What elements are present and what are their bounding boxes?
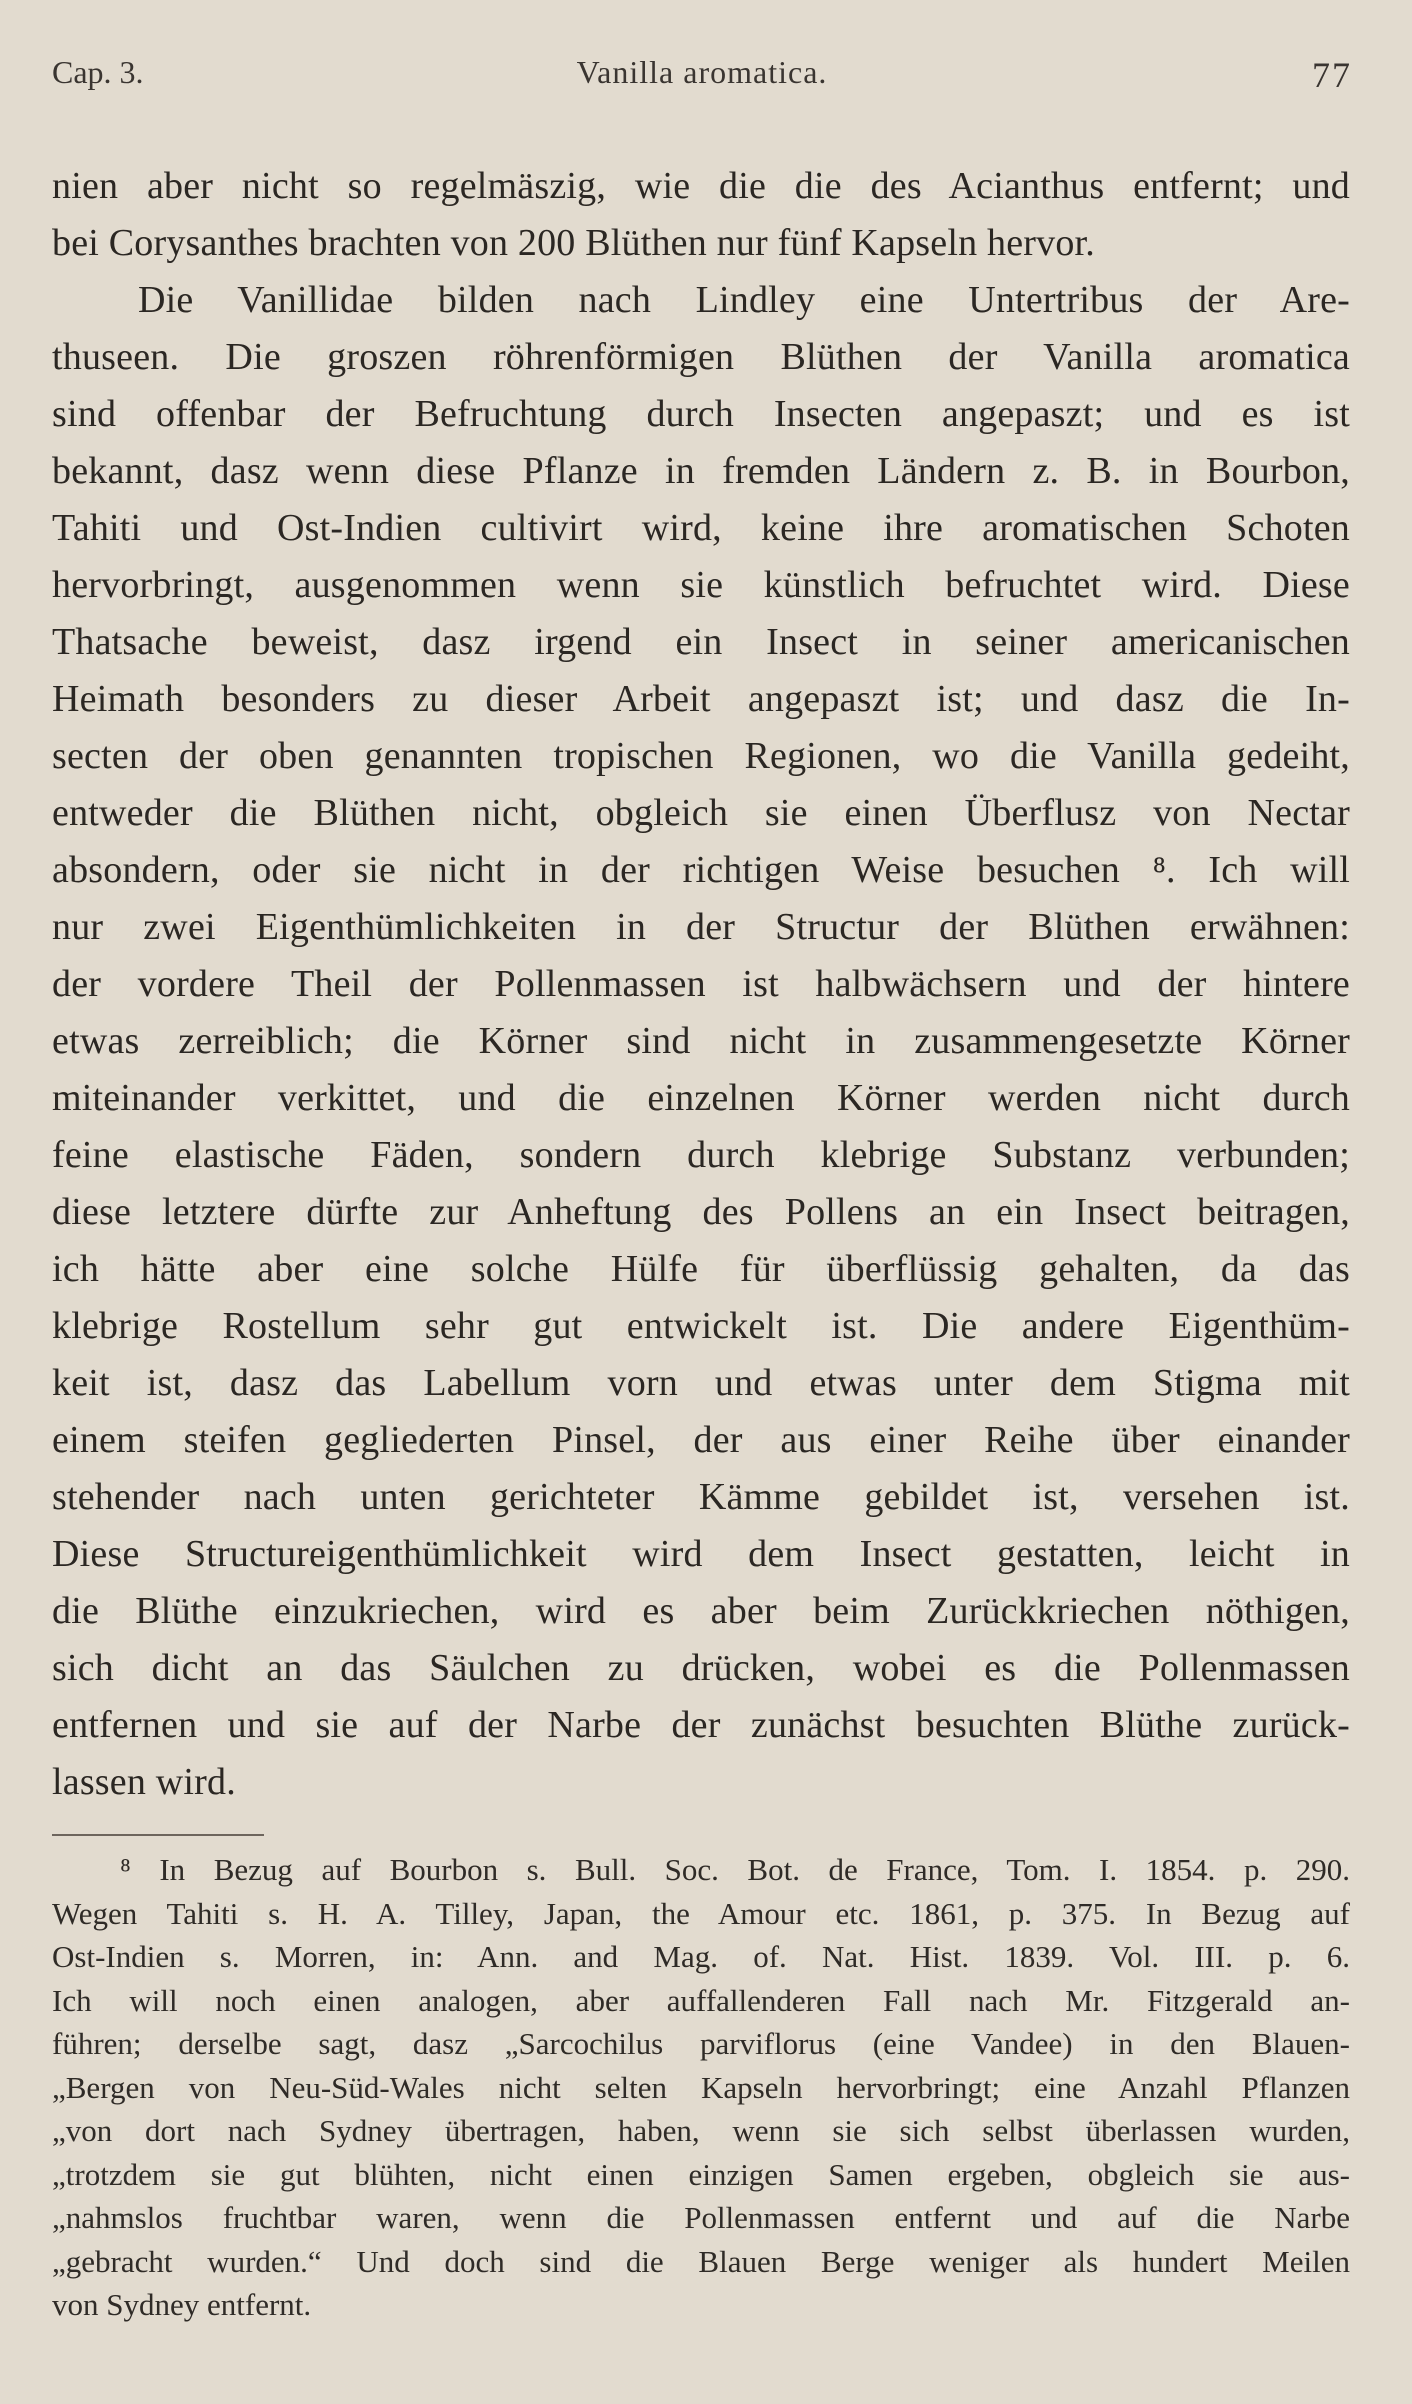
- page-number: 77: [1312, 55, 1352, 95]
- footnote-line: „gebracht wurden.“ Und doch sind die Blauen Berge weniger als hundert Meilen: [52, 2243, 1350, 2279]
- text-line: bei Corysanthes brachten von 200 Blüthen nur fünf Kapseln hervor.: [52, 222, 1095, 264]
- footnote-line: „trotzdem sie gut blühten, nicht einen einzigen Samen ergeben, obgleich sie aus-: [52, 2156, 1350, 2192]
- text-line: einem steifen gegliederten Pinsel, der aus einer Reihe über einander: [52, 1419, 1350, 1461]
- text-line: miteinander verkittet, und die einzelnen Körner werden nicht durch: [52, 1077, 1350, 1119]
- footnote-line: führen; derselbe sagt, dasz „Sarcochilus parviflorus (eine Vandee) in den Blauen-: [52, 2026, 1350, 2061]
- text-line: bekannt, dasz wenn diese Pflanze in fremden Ländern z. B. in Bourbon,: [52, 450, 1350, 492]
- text-line: die Blüthe einzukriechen, wird es aber beim Zurückkriechen nöthigen,: [52, 1590, 1350, 1632]
- text-line: Thatsache beweist, dasz irgend ein Insect in seiner americanischen: [52, 621, 1350, 663]
- text-line: absondern, oder sie nicht in der richtigen Weise besuchen ⁸. Ich will: [52, 849, 1350, 891]
- text-line: Die Vanillidae bilden nach Lindley eine Untertribus der Are-: [138, 279, 1350, 321]
- footnote-line: ⁸ In Bezug auf Bourbon s. Bull. Soc. Bot. de France, Tom. I. 1854. p. 290.: [120, 1852, 1350, 1887]
- footnote-line: von Sydney entfernt.: [52, 2287, 312, 2322]
- text-line: Heimath besonders zu dieser Arbeit angepaszt ist; und dasz die In-: [52, 678, 1350, 720]
- running-header: [52, 54, 1352, 104]
- text-line: nien aber nicht so regelmäszig, wie die die des Acianthus entfernt; und: [52, 165, 1350, 207]
- footnote-divider: [52, 1834, 264, 1836]
- footnote-line: Ich will noch einen analogen, aber auffallenderen Fall nach Mr. Fitzgerald an-: [52, 1982, 1350, 2018]
- text-line: Diese Structureigenthümlichkeit wird dem Insect gestatten, leicht in: [52, 1533, 1350, 1575]
- text-line: keit ist, dasz das Labellum vorn und etwas unter dem Stigma mit: [52, 1362, 1350, 1404]
- text-line: ich hätte aber eine solche Hülfe für überflüssig gehalten, da das: [52, 1248, 1350, 1290]
- footnote-line: Wegen Tahiti s. H. A. Tilley, Japan, the Amour etc. 1861, p. 375. In Bezug auf: [52, 1895, 1350, 1931]
- text-line: der vordere Theil der Pollenmassen ist halbwächsern und der hintere: [52, 963, 1350, 1005]
- text-line: diese letztere dürfte zur Anheftung des Pollens an ein Insect beitragen,: [52, 1191, 1350, 1233]
- text-line: etwas zerreiblich; die Körner sind nicht in zusammengesetzte Körner: [52, 1020, 1350, 1062]
- footnote-line: Ost-Indien s. Morren, in: Ann. and Mag. of. Nat. Hist. 1839. Vol. III. p. 6.: [52, 1939, 1350, 1974]
- text-line: thuseen. Die groszen röhrenförmigen Blüthen der Vanilla aromatica: [52, 336, 1350, 378]
- text-line: hervorbringt, ausgenommen wenn sie künstlich befruchtet wird. Diese: [52, 564, 1350, 606]
- running-title: Vanilla aromatica.: [576, 54, 828, 90]
- text-line: feine elastische Fäden, sondern durch klebrige Substanz verbunden;: [52, 1134, 1350, 1176]
- text-line: lassen wird.: [52, 1761, 236, 1803]
- text-line: secten der oben genannten tropischen Regionen, wo die Vanilla gedeiht,: [52, 735, 1350, 777]
- footnote-line: „nahmslos fruchtbar waren, wenn die Pollenmassen entfernt und auf die Narbe: [52, 2200, 1350, 2235]
- text-line: nur zwei Eigenthümlichkeiten in der Structur der Blüthen erwähnen:: [52, 906, 1350, 948]
- footnote-line: „Bergen von Neu-Süd-Wales nicht selten Kapseln hervorbringt; eine Anzahl Pflanzen: [52, 2069, 1350, 2105]
- text-line: entweder die Blüthen nicht, obgleich sie einen Überflusz von Nectar: [52, 792, 1350, 834]
- text-line: entfernen und sie auf der Narbe der zunächst besuchten Blüthe zurück-: [52, 1704, 1350, 1746]
- footnote: [52, 1848, 1350, 2327]
- body-text: [52, 158, 1350, 1811]
- text-line: klebrige Rostellum sehr gut entwickelt ist. Die andere Eigenthüm-: [52, 1305, 1350, 1347]
- text-line: Tahiti und Ost-Indien cultivirt wird, keine ihre aromatischen Schoten: [52, 507, 1350, 549]
- footnote-line: „von dort nach Sydney übertragen, haben, wenn sie sich selbst überlassen wurden,: [52, 2113, 1350, 2148]
- chapter-label: Cap. 3.: [52, 54, 144, 90]
- text-line: stehender nach unten gerichteter Kämme gebildet ist, versehen ist.: [52, 1476, 1350, 1518]
- text-line: sind offenbar der Befruchtung durch Insecten angepaszt; und es ist: [52, 393, 1350, 435]
- text-line: sich dicht an das Säulchen zu drücken, wobei es die Pollenmassen: [52, 1647, 1350, 1689]
